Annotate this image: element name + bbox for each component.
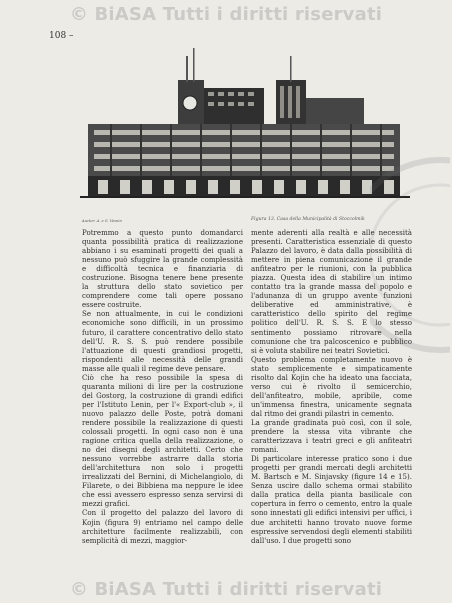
building-elevation-figure	[80, 48, 410, 220]
figure-credit: Auctor: A. e G. Vesnin	[82, 219, 122, 223]
paragraph: La grande gradinata può così, con il sole, prendere la stessa vita vibrante che caratterizzava i teatri greci e gli anfiteatri romani.	[251, 417, 412, 455]
text-column-right	[251, 228, 412, 574]
paragraph: mente aderenti alla realtà e alle necessità presenti. Caratteristica essenziale di questo Palazzo del lavoro, è data dalla possibilità di mettere in piena comunicazione il grande anfiteatro per le riunioni, con la pubblica piazza. Questa idea di stabilire un intimo contatto tra la grande massa del popolo e l'adunanza di un gruppo avente funzioni deliberative ed amministrative, è caratteristico dello spirito del regime politico dell'U. R. S. S. E lo stesso sentimento possiamo ritrovare nella comunione che tra palcoscenico e pubblico si è voluta stabilire nei teatri Sovietici.	[251, 228, 412, 355]
paragraph: Con il progetto del palazzo del lavoro di Kojin (figura 9) entriamo nel campo delle architetture facilmente realizzabili, con semplicità di mezzi, maggior-	[82, 508, 243, 545]
watermark-bottom: © BiASA Tutti i diritti riservati	[69, 579, 383, 600]
article-body	[82, 228, 412, 574]
paragraph: Potremmo a questo punto domandarci quanta possibilità pratica di realizzazione abbiano i su esaminati progetti dei quali a nessuno può sfuggire la grande complessità e difficoltà tecnica e finanziaria di costruzione. Bisogna tenere bene presente la struttura dello stato sovietico per comprendere come tali opere possano essere costruite.	[82, 228, 243, 310]
watermark-top: © BiASA Tutti i diritti riservati	[69, 4, 383, 25]
paragraph: Di particolare interesse pratico sono i due progetti per grandi mercati degli architetti M. Bartsch e M. Sinjavsky (figure 14 e 15). Senza uscire dallo schema ormai stabilito dalla pratica della pianta basilicale con copertura in ferro o cemento, entro la quale sono innestati gli edifici intensivi per uffici, i due architetti hanno trovato nuove forme espressive servendosi degli elementi stabiliti dall'uso. I due progetti sono	[251, 454, 412, 545]
page-number: 108 –	[49, 31, 74, 41]
paragraph: Se non attualmente, in cui le condizioni economiche sono difficili, in un prossimo futuro, il carattere concentrativo dello stato dell'U. R. S. S. può rendere possibile l'attuazione di questi grandiosi progetti, rispondenti alle necessità delle grandi masse alle quali il regime deve pensare.	[82, 309, 243, 373]
paragraph: Ciò che ha reso possibile la spesa di quaranta milioni di lire per la costruzione del Gostorg, la costruzione di grandi edifici per l'Istituto Lenin, per l'« Export-club », il nuovo palazzo delle Poste, potrà domani rendere possibile la realizzazione di questi colossali progetti. In ogni caso non è una ragione critica quella della realizzazione, o no dei disegni degli architetti. Certo che nessuno vorrebbe astrarre dalla storia dell'architettura non solo i progetti irrealizzati del Bernini, di Michelangiolo, di Filarete, o dei Bibbiena ma neppure le idee che essi avessero espresso senza servirsi di mezzi grafici.	[82, 372, 243, 509]
paragraph: Questo problema completamente nuovo è stato semplicemente e simpaticamente risolto dal Kojin che ha ideato una facciata, verso cui è rivolto il semicerchio, dell'anfiteatro, mobile, apribile, come un'immensa finestra, unicamente segnata dal ritmo dei grandi pilastri in cemento.	[251, 354, 412, 418]
figure-caption: Figura 13. Casa della Municipalità di Stoccolmik	[251, 217, 365, 222]
text-column-left	[82, 228, 243, 574]
building-elevation-drawing	[80, 48, 410, 220]
